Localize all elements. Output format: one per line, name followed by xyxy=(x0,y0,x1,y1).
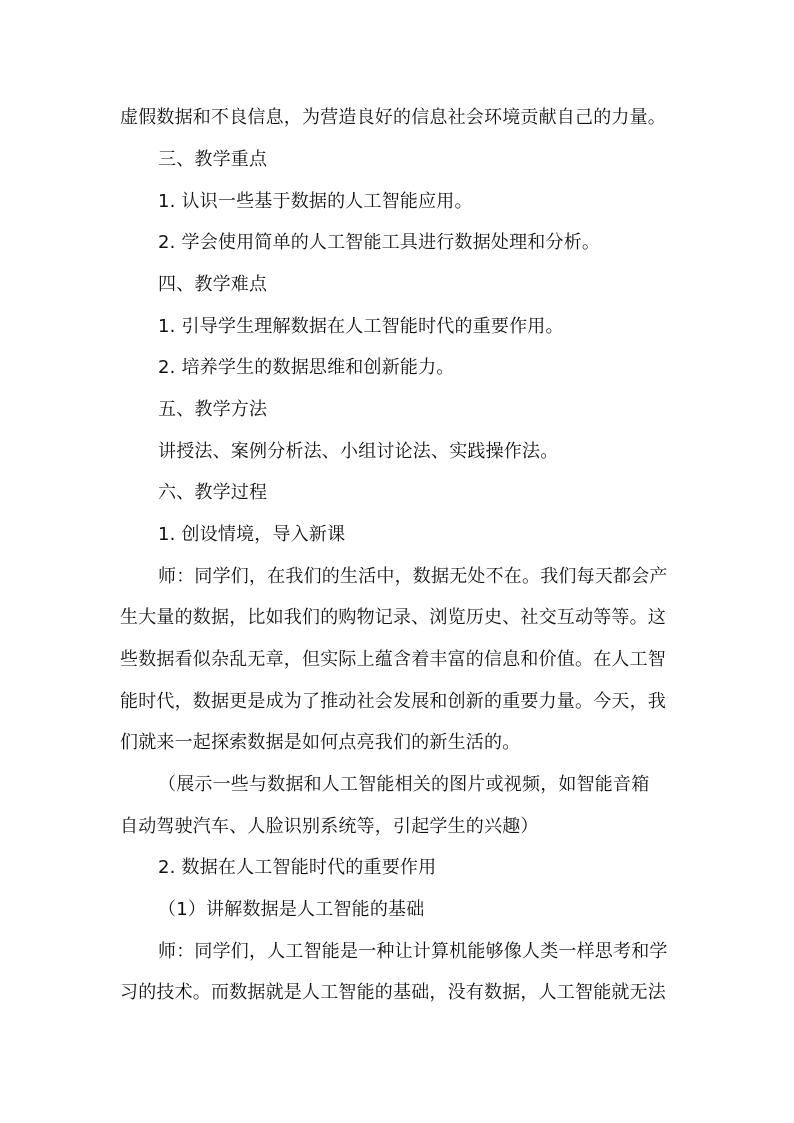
subsection-heading: 2. 数据在人工智能时代的重要作用 xyxy=(158,857,437,878)
body-text-line: 生大量的数据，比如我们的购物记录、浏览历史、社交互动等等。这 xyxy=(120,607,666,628)
body-text-line: 习的技术。而数据就是人工智能的基础，没有数据，人工智能就无法 xyxy=(120,982,666,1003)
section-heading: 五、教学方法 xyxy=(158,399,268,420)
section-heading: 六、教学过程 xyxy=(158,482,268,503)
section-heading: 三、教学重点 xyxy=(158,149,268,170)
body-text-line: 自动驾驶汽车、人脸识别系统等，引起学生的兴趣） xyxy=(120,816,539,837)
list-item: 1. 引导学生理解数据在人工智能时代的重要作用。 xyxy=(158,316,564,337)
body-text-line: 些数据看似杂乱无章，但实际上蕴含着丰富的信息和价值。在人工智 xyxy=(120,649,666,670)
body-text-line: 们就来一起探索数据是如何点亮我们的新生活的。 xyxy=(120,732,521,753)
list-item: 2. 培养学生的数据思维和创新能力。 xyxy=(158,357,455,378)
body-text-line: （展示一些与数据和人工智能相关的图片或视频，如智能音箱 xyxy=(158,774,650,795)
body-text-line: 虚假数据和不良信息，为营造良好的信息社会环境贡献自己的力量。 xyxy=(120,107,666,128)
subsection-heading: 1. 创设情境，导入新课 xyxy=(158,524,346,545)
body-text-line: 师：同学们，人工智能是一种让计算机能够像人类一样思考和学 xyxy=(158,941,668,962)
body-text-line: 能时代，数据更是成为了推动社会发展和创新的重要力量。今天，我 xyxy=(120,691,666,712)
list-item: 2. 学会使用简单的人工智能工具进行数据处理和分析。 xyxy=(158,232,601,253)
body-text-line: 讲授法、案例分析法、小组讨论法、实践操作法。 xyxy=(158,441,559,462)
list-item: 1. 认识一些基于数据的人工智能应用。 xyxy=(158,191,473,212)
section-heading: 四、教学难点 xyxy=(158,274,268,295)
body-text-line: 师：同学们，在我们的生活中，数据无处不在。我们每天都会产 xyxy=(158,566,668,587)
subsection-heading: （1）讲解数据是人工智能的基础 xyxy=(158,899,425,920)
